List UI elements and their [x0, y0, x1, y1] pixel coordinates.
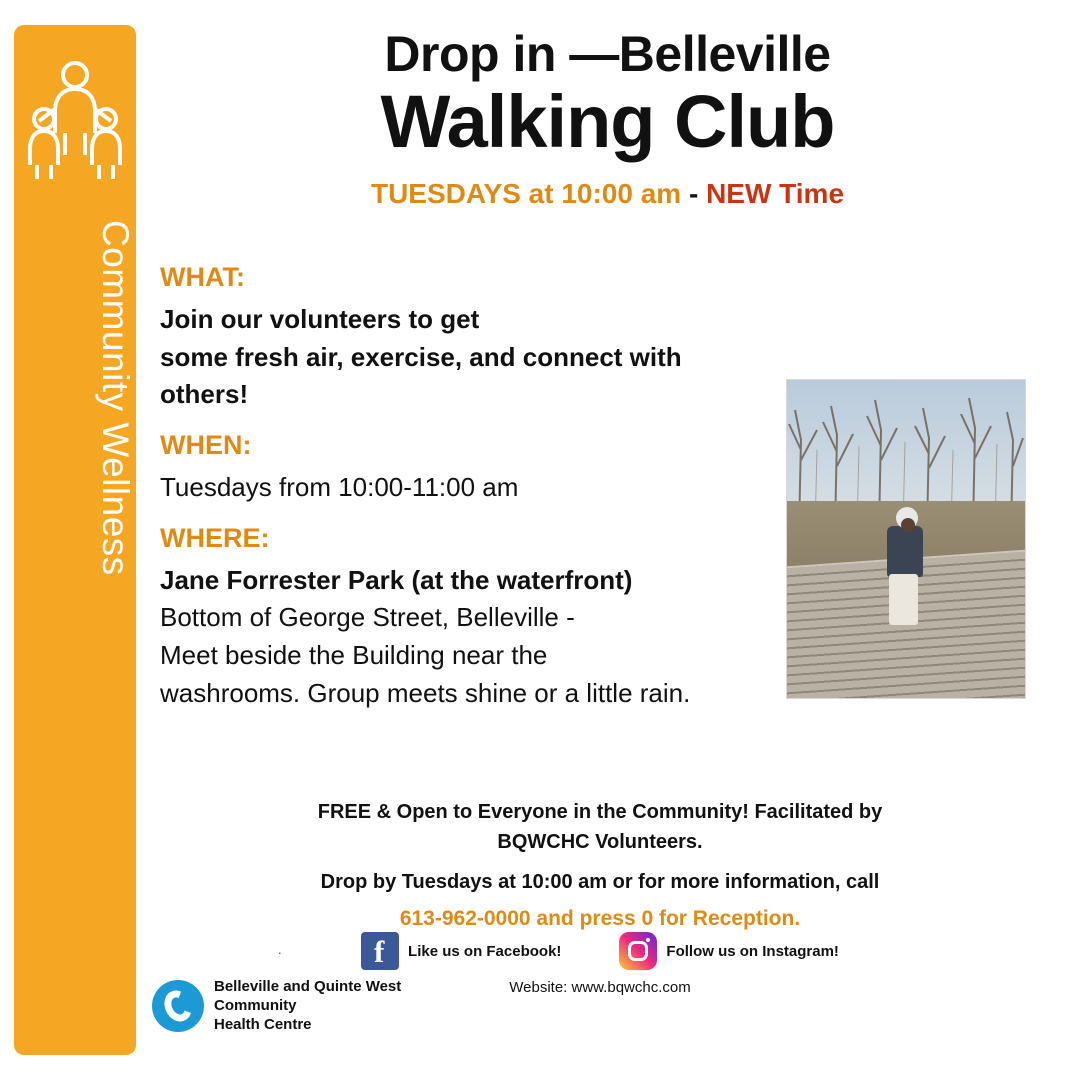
where-label: WHERE:: [160, 522, 270, 553]
org-line-3: Health Centre: [214, 1016, 312, 1034]
social-row: [150, 932, 1050, 970]
instagram-link[interactable]: [619, 932, 839, 970]
footer-phone-row: [150, 907, 1050, 931]
facebook-icon[interactable]: [361, 932, 399, 970]
instagram-icon[interactable]: [619, 932, 657, 970]
where-line-1: Jane Forrester Park (at the waterfront): [160, 564, 633, 595]
sidebar-label: Community Wellness: [95, 220, 136, 576]
page-title-line1: Drop in —Belleville: [384, 26, 831, 82]
schedule-subtitle: [150, 178, 1065, 210]
website-text[interactable]: Website: www.bqwchc.com: [509, 979, 691, 996]
photo-person-torso: [887, 526, 923, 577]
poster-header: [150, 28, 1065, 210]
phone-period: .: [794, 907, 801, 930]
footer-line-3: Drop by Tuesdays at 10:00 am or for more information, call: [320, 871, 880, 893]
where-line-4: washrooms. Group meets shine or a little rain.: [160, 677, 691, 708]
walking-club-photo: [786, 379, 1026, 699]
sidebar-banner: [14, 25, 136, 1055]
details-column: [160, 262, 760, 713]
when-text: Tuesdays from 10:00-11:00 am: [160, 472, 519, 503]
organization-name: [214, 977, 401, 1035]
where-line-2: Bottom of George Street, Belleville -: [160, 602, 575, 633]
what-label: WHAT:: [160, 262, 245, 292]
where-line-3: Meet beside the Building near the: [160, 640, 548, 671]
what-line-3: others!: [160, 379, 249, 410]
org-line-2: Community: [214, 997, 297, 1015]
organization-logo: [152, 977, 401, 1035]
facebook-label: Like us on Facebook!: [408, 942, 562, 960]
instagram-label: Follow us on Instagram!: [666, 942, 839, 960]
photo-person-legs: [889, 574, 918, 625]
facebook-link[interactable]: [361, 932, 561, 970]
footer-line-1: FREE & Open to Everyone in the Community! Facilitated by: [317, 801, 883, 823]
bqwchc-logo-icon: [152, 980, 204, 1032]
org-line-1: Belleville and Quinte West: [214, 978, 402, 995]
when-label: WHEN:: [160, 430, 252, 461]
family-group-icon: [25, 59, 125, 184]
subtitle-prefix: TUESDAYS at 10:00 am: [370, 178, 682, 210]
what-line-2: some fresh air, exercise, and connect with: [160, 341, 682, 372]
footer-line-2: BQWCHC Volunteers.: [497, 831, 703, 853]
what-line-1: Join our volunteers to get: [160, 304, 480, 334]
phone-number[interactable]: 613-962-0000 and press 0 for Reception: [399, 907, 795, 930]
subtitle-highlight: NEW Time: [706, 178, 845, 210]
subtitle-separator: -: [681, 178, 707, 210]
footer-info: [150, 797, 1050, 931]
stray-punctuation: .: [278, 942, 282, 957]
page-title-line2: Walking Club: [380, 79, 835, 163]
